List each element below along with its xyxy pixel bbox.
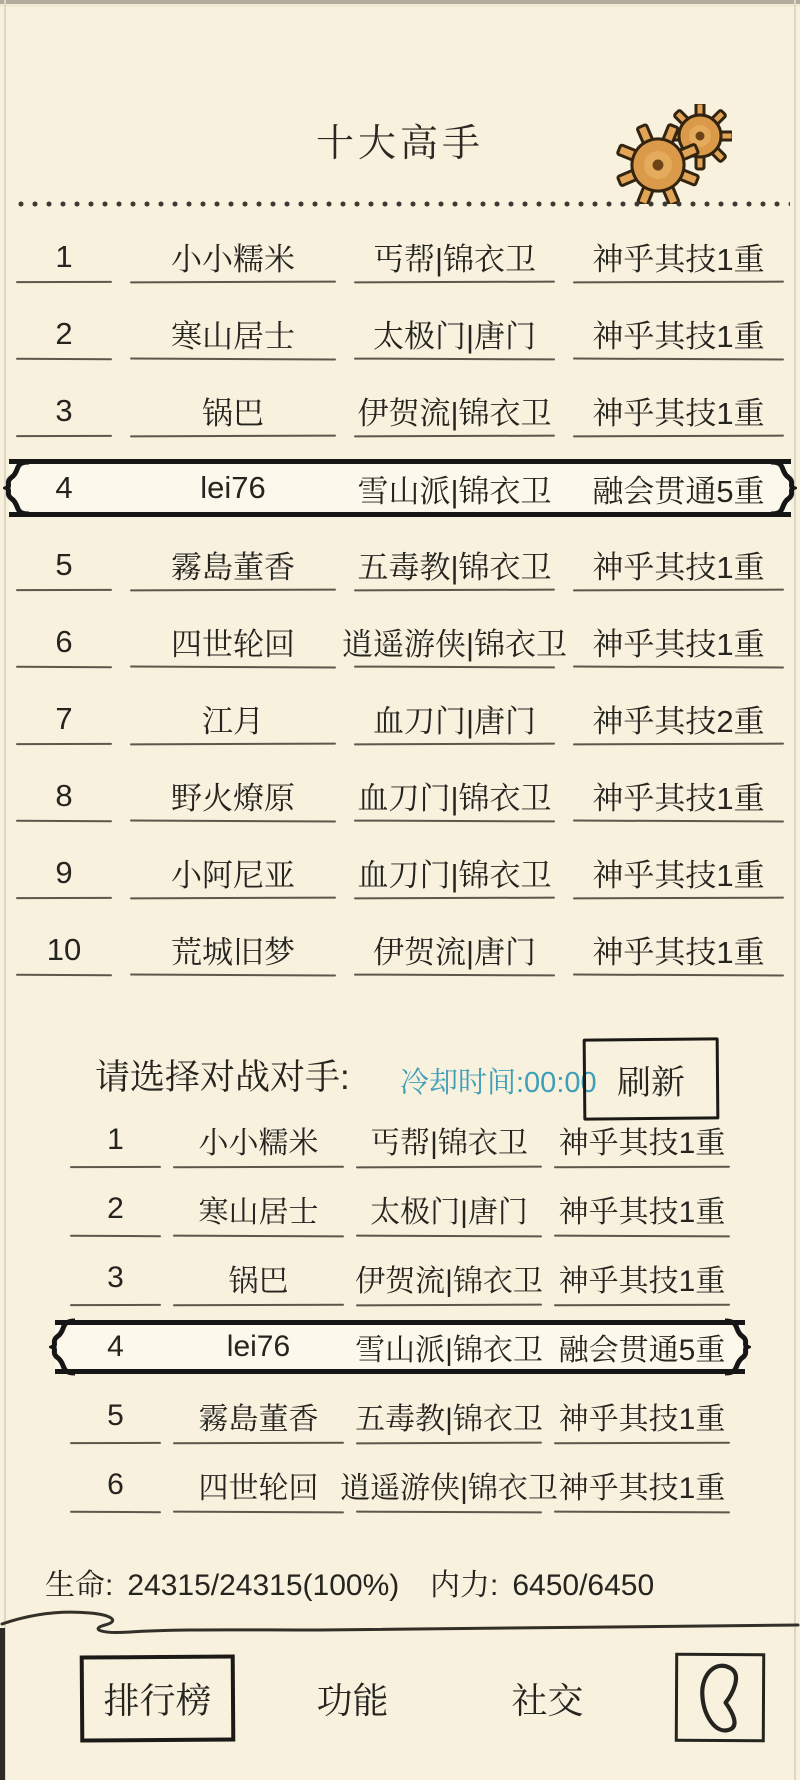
- hand-drawn-divider: [0, 1600, 800, 1640]
- faction: 丐帮|锦衣卫: [354, 1105, 544, 1174]
- faction: 太极门|唐门: [352, 295, 557, 372]
- rank: 10: [14, 911, 114, 988]
- rank: 3: [68, 1243, 163, 1312]
- table-row[interactable]: [0, 757, 800, 834]
- skill: 神乎其技1重: [552, 1174, 732, 1243]
- rank: 2: [14, 295, 114, 372]
- skill: 神乎其技1重: [571, 603, 786, 680]
- rank: 5: [68, 1381, 163, 1450]
- skill: 神乎其技1重: [552, 1381, 732, 1450]
- table-row-highlighted[interactable]: [9, 459, 791, 517]
- rank: 2: [68, 1174, 163, 1243]
- skill: 神乎其技1重: [571, 757, 786, 834]
- mp-label: 内力:: [430, 1569, 499, 1602]
- table-row[interactable]: [0, 218, 800, 295]
- player-name: 寒山居士: [171, 1174, 346, 1243]
- skill: 神乎其技1重: [571, 372, 786, 449]
- rank: 8: [14, 757, 114, 834]
- hp-stat: [45, 1560, 399, 1604]
- back-button[interactable]: [675, 1653, 765, 1742]
- page-title: 十大高手: [315, 123, 484, 165]
- player-name: 小小糯米: [171, 1105, 346, 1174]
- rank: 4: [55, 470, 73, 505]
- player-name: 江月: [128, 680, 338, 757]
- faction: 逍遥游侠|锦衣卫: [354, 1450, 544, 1519]
- rank: 9: [14, 834, 114, 911]
- player-name: 锅巴: [171, 1243, 346, 1312]
- skill: 融会贯通5重: [592, 473, 765, 509]
- opponent-row-highlighted[interactable]: [55, 1320, 745, 1374]
- rank: 7: [14, 680, 114, 757]
- faction: 雪山派|锦衣卫: [357, 473, 552, 509]
- table-row[interactable]: [0, 680, 800, 757]
- player-name: 荒城旧梦: [128, 911, 338, 988]
- screen-top-edge-light: [0, 4, 800, 7]
- faction: 伊贺流|唐门: [352, 911, 557, 988]
- faction: 太极门|唐门: [354, 1174, 544, 1243]
- player-name: lei76: [200, 470, 266, 505]
- faction: 血刀门|唐门: [352, 680, 557, 757]
- mp-value: 6450/6450: [512, 1569, 655, 1602]
- banner-right-bracket: [771, 459, 797, 517]
- skill: 神乎其技1重: [571, 911, 786, 988]
- player-name: 小阿尼亚: [128, 834, 338, 911]
- refresh-button[interactable]: 刷新: [583, 1037, 720, 1120]
- skill: 融会贯通5重: [558, 1334, 726, 1367]
- player-name: 锅巴: [128, 372, 338, 449]
- back-boomerang-icon: [678, 1655, 762, 1739]
- faction: 血刀门|锦衣卫: [352, 834, 557, 911]
- opponent-table: [0, 1105, 800, 1519]
- bottom-nav: [0, 1650, 800, 1750]
- mp-stat: [430, 1560, 654, 1604]
- rank: 1: [68, 1105, 163, 1174]
- rank: 6: [14, 603, 114, 680]
- table-row[interactable]: [0, 834, 800, 911]
- player-name: lei76: [226, 1330, 291, 1363]
- table-row[interactable]: [0, 603, 800, 680]
- rank: 5: [14, 526, 114, 603]
- opponent-row[interactable]: [0, 1381, 800, 1450]
- gears-icon[interactable]: [612, 104, 732, 204]
- player-name: 小小糯米: [128, 218, 338, 295]
- player-name: 寒山居士: [128, 295, 338, 372]
- table-row[interactable]: [0, 295, 800, 372]
- faction: 丐帮|锦衣卫: [352, 218, 557, 295]
- table-row[interactable]: [0, 372, 800, 449]
- skill: 神乎其技1重: [552, 1450, 732, 1519]
- faction: 雪山派|锦衣卫: [355, 1334, 543, 1367]
- table-row[interactable]: [0, 911, 800, 988]
- faction: 伊贺流|锦衣卫: [354, 1243, 544, 1312]
- skill: 神乎其技1重: [571, 295, 786, 372]
- skill: 神乎其技1重: [552, 1105, 732, 1174]
- hp-value: 24315/24315(100%): [127, 1569, 400, 1602]
- player-name: 霧島董香: [128, 526, 338, 603]
- leaderboard-table: [0, 218, 800, 988]
- player-name: 霧島董香: [171, 1381, 346, 1450]
- hp-label: 生命:: [45, 1569, 114, 1602]
- opponent-row[interactable]: [0, 1105, 800, 1174]
- skill: 神乎其技1重: [571, 834, 786, 911]
- faction: 五毒教|锦衣卫: [354, 1381, 544, 1450]
- faction: 逍遥游侠|锦衣卫: [352, 603, 557, 680]
- skill: 神乎其技1重: [571, 526, 786, 603]
- faction: 伊贺流|锦衣卫: [352, 372, 557, 449]
- table-row[interactable]: [0, 526, 800, 603]
- rank: 4: [107, 1330, 124, 1363]
- opponent-row[interactable]: [0, 1174, 800, 1243]
- dotted-divider: [14, 200, 790, 208]
- skill: 神乎其技1重: [571, 218, 786, 295]
- nav-tab-ranking[interactable]: 排行榜: [80, 1654, 236, 1742]
- rank: 1: [14, 218, 114, 295]
- banner-right-bracket: [725, 1318, 751, 1376]
- select-opponent-prompt: 请选择对战对手:: [95, 1058, 350, 1097]
- player-name: 野火燎原: [128, 757, 338, 834]
- player-name: 四世轮回: [128, 603, 338, 680]
- opponent-row[interactable]: [0, 1243, 800, 1312]
- rank: 6: [68, 1450, 163, 1519]
- faction: 血刀门|锦衣卫: [352, 757, 557, 834]
- nav-tab-social[interactable]: 社交: [511, 1680, 584, 1721]
- player-name: 四世轮回: [171, 1450, 346, 1519]
- skill: 神乎其技2重: [571, 680, 786, 757]
- faction: 五毒教|锦衣卫: [352, 526, 557, 603]
- rank: 3: [14, 372, 114, 449]
- skill: 神乎其技1重: [552, 1243, 732, 1312]
- cooldown-timer: 冷却时间:00:00: [400, 1067, 597, 1099]
- opponent-row[interactable]: [0, 1450, 800, 1519]
- nav-tab-functions[interactable]: 功能: [316, 1680, 389, 1721]
